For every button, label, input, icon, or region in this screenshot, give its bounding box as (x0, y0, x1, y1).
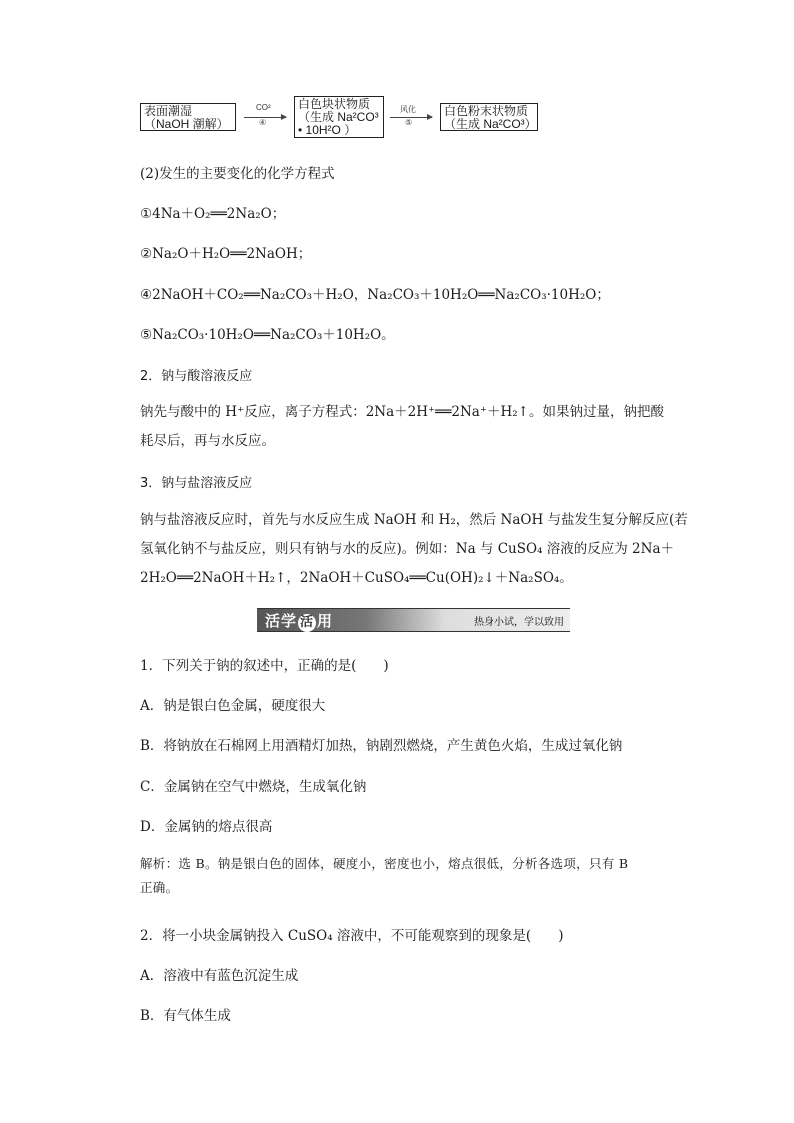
question-2-option-a: A．溶液中有蓝色沉淀生成 (140, 968, 299, 984)
question-2-stem: 2．将一小块金属钠投入 CuSO₄ 溶液中，不可能观察到的现象是( ) (140, 928, 564, 944)
banner-title-post: 用 (317, 612, 334, 630)
salt-line-3: 2H₂O══2NaOH＋H₂↑，2NaOH＋CuSO₄══Cu(OH)₂↓＋Na₂SO₄。 (140, 570, 573, 586)
flow-box2-line1: 白色块状物质 (298, 97, 371, 111)
banner-title (265, 610, 333, 632)
flow-box-white-powder (440, 103, 538, 131)
equation-2: ②Na₂O＋H₂O══2NaOH； (140, 246, 312, 262)
salt-line-1: 钠与盐溶液反应时，首先与水反应生成 NaOH 和 H₂，然后 NaOH 与盐发生复分解反应(若 (140, 512, 688, 528)
acid-line-1: 钠先与酸中的 H⁺反应，离子方程式：2Na＋2H⁺══2Na⁺＋H₂↑。如果钠过量，钠把酸 (140, 404, 664, 420)
flow-box1-line1: 表面潮湿 (144, 104, 193, 118)
flow-arrow1-bottom-label: ④ (259, 118, 267, 127)
question-1-explanation (140, 852, 680, 900)
banner-subtitle: 热身小试，学以致用 (474, 617, 564, 628)
explanation-line-1: 解析：选 B。钠是银白色的固体，硬度小，密度也小，熔点很低，分析各选项，只有 B (140, 856, 629, 871)
flow-box1-line2: （NaOH 潮解） (144, 117, 229, 131)
banner-title-circle: 活 (300, 615, 315, 630)
flow-box3-line1: 白色粉末状物质 (444, 104, 529, 118)
question-1-option-a: A．钠是银白色金属，硬度很大 (140, 698, 326, 714)
flow-box2-line3: • 10H²O ） (298, 123, 357, 137)
acid-line-2: 耗尽后，再与水反应。 (140, 433, 275, 449)
flow-arrow2-bottom-label: ⑤ (405, 118, 413, 127)
flow-box-white-lump (294, 96, 384, 138)
question-1-option-b: B．将钠放在石棉网上用酒精灯加热，钠剧烈燃烧，产生黄色火焰，生成过氧化钠 (140, 738, 623, 754)
section-title: (2)发生的主要变化的化学方程式 (140, 166, 335, 182)
paragraph-salt-reaction (140, 506, 688, 593)
flow-arrow2-top-label: 风化 (400, 105, 416, 114)
equation-1: ①4Na＋O₂══2Na₂O； (140, 206, 286, 222)
question-1-option-c: C．金属钠在空气中燃烧，生成氧化钠 (140, 779, 367, 795)
flow-arrow1-top-label: CO² (256, 103, 271, 112)
flow-box2-line2: （生成 Na²CO³ (298, 110, 379, 124)
section-banner (257, 608, 570, 632)
heading-salt-reaction: 3．钠与盐溶液反应 (140, 476, 253, 491)
paragraph-acid-reaction (140, 398, 680, 456)
explanation-line-2: 正确。 (140, 880, 179, 895)
flow-box3-line2: （生成 Na²CO³） (444, 117, 537, 131)
heading-acid-reaction: 2．钠与酸溶液反应 (140, 369, 253, 384)
question-1-option-d: D．金属钠的熔点很高 (140, 819, 273, 835)
banner-title-pre: 活学 (265, 612, 298, 630)
flow-box-wet-surface (140, 103, 236, 131)
question-2-option-b: B．有气体生成 (140, 1008, 231, 1024)
equation-5: ⑤Na₂CO₃·10H₂O══Na₂CO₃＋10H₂O。 (140, 327, 395, 343)
question-1-stem: 1．下列关于钠的叙述中，正确的是( ) (140, 658, 389, 674)
equation-4: ④2NaOH＋CO₂══Na₂CO₃＋H₂O，Na₂CO₃＋10H₂O══Na₂CO₃·10H₂O； (140, 287, 610, 303)
salt-line-2: 氢氧化钠不与盐反应，则只有钠与水的反应)。例如：Na 与 CuSO₄ 溶液的反应为 2Na＋ (140, 541, 674, 557)
